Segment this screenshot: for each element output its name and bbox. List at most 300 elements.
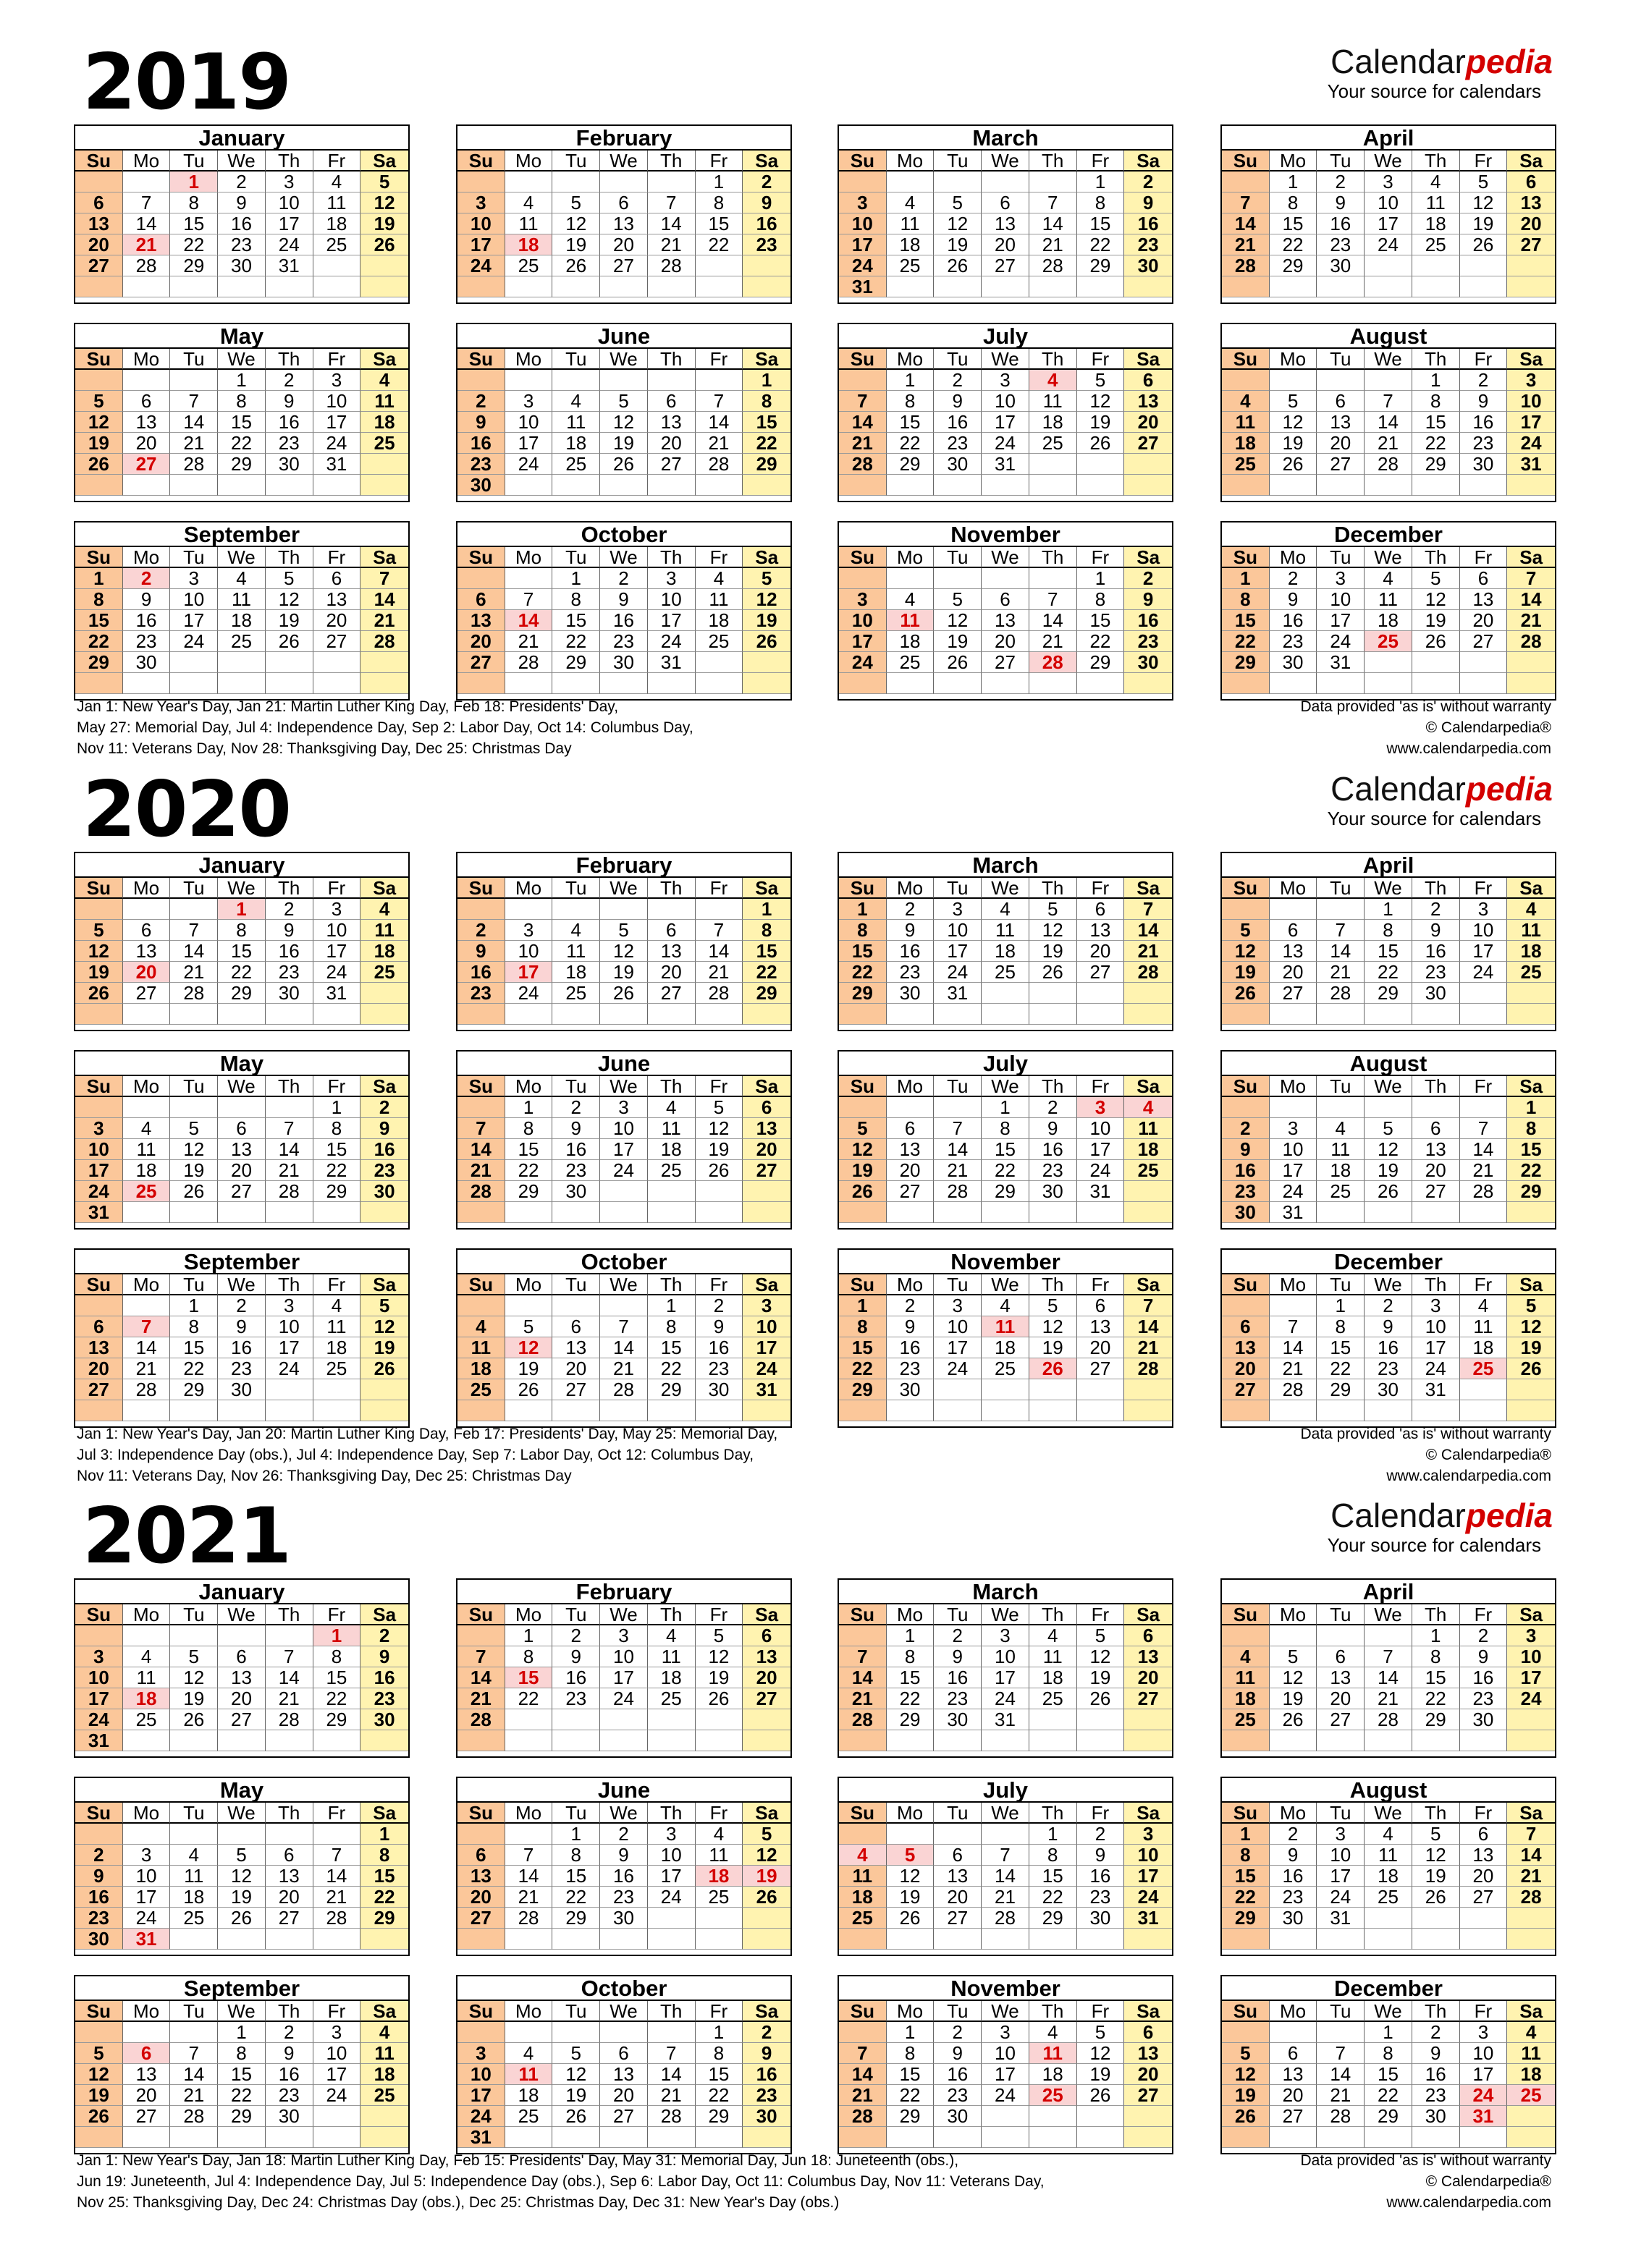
day-cell: 13 [1124,391,1172,412]
day-cell: 6 [1507,172,1555,192]
day-cell: 6 [1124,2022,1172,2043]
weekday-header-th: Th [648,151,696,172]
day-cell: 8 [887,1646,935,1667]
day-cell: 20 [1317,433,1365,454]
weekday-header-fr: Fr [313,2001,361,2022]
day-cell: 15 [696,213,743,234]
day-cell: 29 [839,983,887,1004]
day-cell: 27 [457,1908,505,1929]
empty-cell [313,1202,361,1223]
day-cell: 30 [266,454,313,475]
day-cell: 23 [1124,631,1172,652]
day-cell: 29 [170,255,218,276]
day-cell: 27 [1270,2106,1317,2127]
empty-cell [170,1824,218,1845]
empty-cell [360,1379,408,1400]
holiday-note-line: Nov 11: Veterans Day, Nov 26: Thanksgiving Day, Dec 25: Christmas Day [77,1468,572,1484]
day-cell: 8 [313,1118,361,1139]
empty-cell [1317,1004,1365,1025]
day-cell: 12 [360,1316,408,1337]
day-cell: 24 [75,1181,123,1202]
day-cell: 28 [457,1709,505,1730]
empty-cell [75,172,123,192]
day-cell: 5 [743,1824,790,1845]
day-cell: 6 [1270,920,1317,941]
weekday-header-tu: Tu [552,1274,600,1295]
day-cell: 27 [1270,983,1317,1004]
day-cell: 31 [982,454,1029,475]
day-cell: 14 [360,589,408,610]
day-cell: 12 [552,213,600,234]
holiday-notes [77,2150,1045,2213]
day-cell: 25 [1317,1181,1365,1202]
day-cell: 15 [552,1866,600,1887]
day-cell: 28 [1460,1181,1508,1202]
empty-cell [1317,673,1365,694]
day-cell: 12 [505,1337,553,1358]
weekday-header-fr: Fr [1460,878,1508,899]
day-cell: 29 [1507,1181,1555,1202]
day-cell: 11 [360,391,408,412]
day-cell: 12 [839,1139,887,1160]
day-cell: 14 [1124,1316,1172,1337]
day-cell: 5 [1077,2022,1125,2043]
day-cell: 29 [1317,1379,1365,1400]
month-may [74,323,410,502]
day-cell: 9 [1365,1316,1412,1337]
day-cell: 12 [1507,1316,1555,1337]
empty-cell [982,1730,1029,1751]
weekday-header-sa: Sa [1124,1076,1172,1097]
day-cell: 6 [266,1845,313,1866]
day-cell: 3 [648,568,696,589]
day-cell: 16 [1317,213,1365,234]
day-cell: 30 [1412,2106,1460,2127]
day-cell: 21 [696,962,743,983]
day-cell: 10 [982,1646,1029,1667]
empty-cell [648,2127,696,2148]
brand-name [1328,43,1553,80]
holiday-note-line: Jan 1: New Year's Day, Jan 21: Martin Luther King Day, Feb 18: Presidents' Day, [77,698,619,715]
holiday-note-line: May 27: Memorial Day, Jul 4: Independence Day, Sep 2: Labor Day, Oct 14: Columbus Day, [77,719,693,736]
empty-cell [360,1202,408,1223]
day-cell: 5 [743,568,790,589]
empty-cell [1029,454,1077,475]
day-cell: 10 [1317,589,1365,610]
day-cell: 8 [1029,1845,1077,1866]
month-grid [457,349,790,496]
empty-cell [552,276,600,297]
day-cell: 4 [170,1845,218,1866]
day-cell: 21 [1029,631,1077,652]
day-cell: 27 [887,1181,935,1202]
day-cell: 27 [934,1908,982,1929]
day-cell: 18 [123,1160,171,1181]
day-cell: 20 [600,2085,648,2106]
weekday-header-mo: Mo [123,1604,171,1625]
day-cell: 30 [360,1709,408,1730]
weekday-header-su: Su [75,349,123,370]
weekday-header-tu: Tu [552,1076,600,1097]
month-name: April [1222,1580,1555,1604]
day-cell: 17 [982,412,1029,433]
day-cell: 10 [505,412,553,433]
empty-cell [360,1400,408,1421]
weekday-header-fr: Fr [696,1076,743,1097]
weekday-header-we: We [982,547,1029,568]
empty-cell [170,1730,218,1751]
empty-cell [743,1730,790,1751]
weekday-header-su: Su [75,151,123,172]
day-cell: 21 [696,433,743,454]
day-cell: 30 [1365,1379,1412,1400]
month-name: April [1222,853,1555,878]
day-cell: 24 [743,1358,790,1379]
day-cell: 6 [743,1625,790,1646]
day-cell: 1 [1412,370,1460,391]
weekday-header-mo: Mo [887,1803,935,1824]
day-cell: 20 [75,1358,123,1379]
day-cell: 14 [696,941,743,962]
day-cell: 4 [218,568,266,589]
disclaimer [1300,1423,1551,1486]
day-cell: 27 [75,255,123,276]
day-cell: 1 [887,1625,935,1646]
weekday-header-we: We [600,1803,648,1824]
weekday-header-th: Th [266,1604,313,1625]
day-cell: 15 [887,1667,935,1688]
empty-cell [1507,1379,1555,1400]
empty-cell [696,1929,743,1950]
month-october [456,1975,792,2154]
empty-cell [266,1625,313,1646]
day-cell: 16 [1412,2064,1460,2085]
day-cell: 29 [218,983,266,1004]
day-cell: 17 [982,2064,1029,2085]
day-cell: 8 [1077,192,1125,213]
empty-cell [1270,1625,1317,1646]
day-cell: 22 [887,2085,935,2106]
day-cell: 14 [839,1667,887,1688]
day-cell: 8 [648,1316,696,1337]
day-cell: 7 [457,1646,505,1667]
month-december [1220,1975,1556,2154]
day-cell: 12 [1270,1667,1317,1688]
day-cell: 22 [982,1160,1029,1181]
empty-cell [1270,2127,1317,2148]
day-cell: 3 [839,192,887,213]
empty-cell [1412,1004,1460,1025]
day-cell: 16 [1460,1667,1508,1688]
day-cell: 16 [1029,1139,1077,1160]
empty-cell [457,1824,505,1845]
day-cell: 24 [1507,1688,1555,1709]
holiday-notes [77,1423,777,1486]
day-cell: 4 [1412,172,1460,192]
weekday-header-tu: Tu [552,1604,600,1625]
empty-cell [1029,1730,1077,1751]
empty-cell [1412,1400,1460,1421]
weekday-header-sa: Sa [743,349,790,370]
day-cell: 20 [75,234,123,255]
empty-cell [1124,983,1172,1004]
day-cell: 8 [218,2043,266,2064]
day-cell: 4 [1029,1625,1077,1646]
day-cell: 3 [934,1295,982,1316]
empty-cell [1222,1004,1270,1025]
day-cell: 31 [75,1202,123,1223]
day-cell: 17 [266,1337,313,1358]
day-cell: 15 [839,1337,887,1358]
weekday-header-su: Su [839,151,887,172]
month-name: February [457,853,790,878]
day-cell: 1 [170,1295,218,1316]
day-cell: 12 [75,412,123,433]
weekday-header-th: Th [1412,1274,1460,1295]
day-cell: 11 [552,412,600,433]
day-cell: 22 [839,1358,887,1379]
empty-cell [648,1202,696,1223]
empty-cell [887,172,935,192]
day-cell: 27 [982,255,1029,276]
weekday-header-sa: Sa [360,349,408,370]
weekday-header-fr: Fr [696,349,743,370]
day-cell: 5 [75,2043,123,2064]
day-cell: 31 [982,1709,1029,1730]
empty-cell [839,2022,887,2043]
month-june [456,1050,792,1230]
day-cell: 13 [1460,589,1508,610]
day-cell: 18 [1460,1337,1508,1358]
day-cell: 22 [1029,1887,1077,1908]
weekday-header-tu: Tu [170,878,218,899]
empty-cell [1460,1929,1508,1950]
brand-name-part1: Calendar [1330,43,1466,80]
day-cell: 9 [1029,1118,1077,1139]
brand-name-part2: pedia [1465,43,1553,80]
empty-cell [123,1097,171,1118]
weekday-header-we: We [1365,349,1412,370]
empty-cell [313,1004,361,1025]
day-cell: 9 [1077,1845,1125,1866]
day-cell: 21 [266,1688,313,1709]
day-cell: 9 [360,1118,408,1139]
day-cell: 23 [1317,234,1365,255]
weekday-header-sa: Sa [743,151,790,172]
day-cell: 16 [1365,1337,1412,1358]
day-cell: 6 [1460,1824,1508,1845]
month-july [838,1777,1173,1956]
empty-cell [887,673,935,694]
day-cell: 8 [696,192,743,213]
day-cell: 6 [218,1646,266,1667]
day-cell: 12 [170,1667,218,1688]
day-cell: 21 [1365,433,1412,454]
day-cell: 16 [600,610,648,631]
day-cell: 7 [1317,920,1365,941]
empty-cell [934,1097,982,1118]
day-cell: 27 [313,631,361,652]
day-cell: 20 [1317,1688,1365,1709]
empty-cell [1412,673,1460,694]
weekday-header-fr: Fr [696,547,743,568]
day-cell: 12 [1222,2064,1270,2085]
day-cell: 12 [1460,192,1508,213]
empty-cell [887,1004,935,1025]
day-cell: 10 [313,391,361,412]
empty-cell [648,172,696,192]
day-cell: 20 [1507,213,1555,234]
day-cell: 22 [1412,1688,1460,1709]
day-cell: 15 [648,1337,696,1358]
day-cell: 4 [1124,1097,1172,1118]
weekday-header-we: We [982,1803,1029,1824]
day-cell: 14 [1365,1667,1412,1688]
day-cell: 30 [1270,1908,1317,1929]
month-february [456,124,792,304]
day-cell: 11 [313,192,361,213]
empty-cell [1029,568,1077,589]
empty-cell [360,276,408,297]
empty-cell [505,276,553,297]
empty-cell [1029,172,1077,192]
day-cell: 12 [1270,412,1317,433]
day-cell: 21 [839,2085,887,2106]
empty-cell [1460,255,1508,276]
weekday-header-mo: Mo [1270,151,1317,172]
day-cell: 14 [313,1866,361,1887]
weekday-header-th: Th [266,2001,313,2022]
day-cell: 3 [982,2022,1029,2043]
day-cell: 23 [934,1688,982,1709]
day-cell: 16 [1077,1866,1125,1887]
weekday-header-mo: Mo [505,349,553,370]
empty-cell [696,1202,743,1223]
month-name: January [75,853,408,878]
day-cell: 30 [1460,1709,1508,1730]
empty-cell [1124,1202,1172,1223]
day-cell: 27 [1412,1181,1460,1202]
day-cell: 29 [218,2106,266,2127]
empty-cell [696,370,743,391]
day-cell: 25 [505,2106,553,2127]
empty-cell [743,1181,790,1202]
day-cell: 9 [1270,589,1317,610]
day-cell: 11 [887,213,935,234]
empty-cell [170,1400,218,1421]
empty-cell [839,1929,887,1950]
empty-cell [1317,475,1365,496]
day-cell: 14 [600,1337,648,1358]
weekday-header-tu: Tu [934,1076,982,1097]
empty-cell [1460,2127,1508,2148]
day-cell: 16 [934,2064,982,2085]
day-cell: 7 [696,920,743,941]
day-cell: 5 [600,920,648,941]
day-cell: 20 [1124,2064,1172,2085]
day-cell: 17 [600,1667,648,1688]
day-cell: 18 [123,1688,171,1709]
empty-cell [360,2127,408,2148]
day-cell: 11 [1222,1667,1270,1688]
day-cell: 4 [982,1295,1029,1316]
day-cell: 6 [75,1316,123,1337]
day-cell: 28 [600,1379,648,1400]
day-cell: 4 [1460,1295,1508,1316]
day-cell: 9 [266,920,313,941]
day-cell: 27 [600,2106,648,2127]
day-cell: 14 [1365,412,1412,433]
day-cell: 21 [1270,1358,1317,1379]
day-cell: 21 [1222,234,1270,255]
day-cell: 3 [600,1097,648,1118]
day-cell: 9 [600,589,648,610]
empty-cell [934,1379,982,1400]
day-cell: 2 [1412,2022,1460,2043]
empty-cell [505,475,553,496]
month-march [838,1578,1173,1758]
day-cell: 11 [170,1866,218,1887]
weekday-header-mo: Mo [1270,2001,1317,2022]
day-cell: 23 [1365,1358,1412,1379]
day-cell: 16 [1222,1160,1270,1181]
day-cell: 10 [1124,1845,1172,1866]
day-cell: 6 [1124,370,1172,391]
empty-cell [648,276,696,297]
day-cell: 5 [934,192,982,213]
day-cell: 10 [457,2064,505,2085]
day-cell: 10 [75,1139,123,1160]
weekday-header-th: Th [1412,1604,1460,1625]
day-cell: 27 [1124,1688,1172,1709]
weekday-header-su: Su [1222,547,1270,568]
day-cell: 11 [218,589,266,610]
day-cell: 7 [839,1646,887,1667]
day-cell: 1 [839,899,887,920]
day-cell: 16 [1270,1866,1317,1887]
empty-cell [457,1929,505,1950]
day-cell: 27 [1317,454,1365,475]
weekday-header-mo: Mo [1270,349,1317,370]
empty-cell [1507,983,1555,1004]
day-cell: 26 [1029,962,1077,983]
day-cell: 18 [1222,1688,1270,1709]
month-grid [839,151,1172,297]
weekday-header-th: Th [266,547,313,568]
empty-cell [696,899,743,920]
day-cell: 29 [743,983,790,1004]
day-cell: 25 [552,454,600,475]
month-grid [1222,1604,1555,1751]
weekday-header-su: Su [75,2001,123,2022]
empty-cell [457,276,505,297]
month-grid [457,1803,790,1950]
day-cell: 29 [982,1181,1029,1202]
day-cell: 1 [1222,1824,1270,1845]
day-cell: 9 [743,2043,790,2064]
weekday-header-tu: Tu [1317,2001,1365,2022]
month-name: June [457,1052,790,1076]
empty-cell [313,276,361,297]
day-cell: 3 [170,568,218,589]
month-november [838,1248,1173,1428]
empty-cell [123,1730,171,1751]
day-cell: 29 [1222,1908,1270,1929]
weekday-header-sa: Sa [1507,349,1555,370]
day-cell: 16 [934,412,982,433]
day-cell: 28 [1317,983,1365,1004]
month-february [456,852,792,1031]
